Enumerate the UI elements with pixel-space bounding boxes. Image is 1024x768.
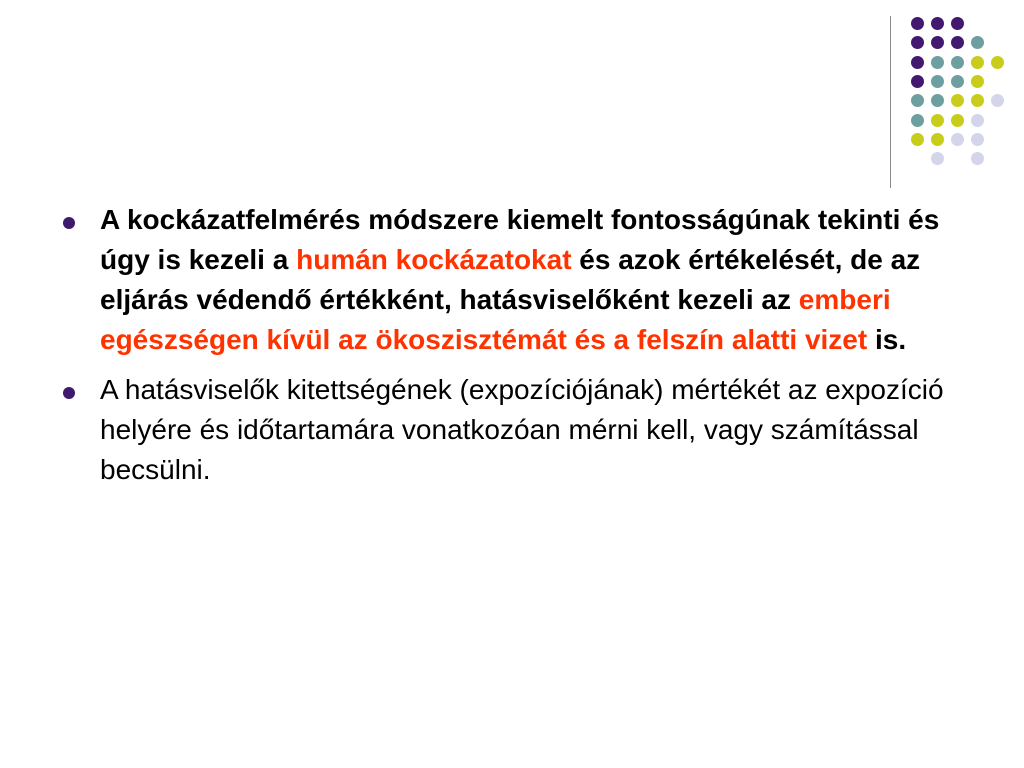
decor-dot-yellow	[951, 114, 964, 127]
bullet-item-2	[62, 370, 962, 490]
decor-dot-yellow	[951, 94, 964, 107]
decor-dot-purple	[911, 17, 924, 30]
vertical-divider	[890, 16, 891, 188]
decor-dot-purple	[951, 17, 964, 30]
decor-dot-yellow	[971, 56, 984, 69]
highlighted-text: emberi egészségen kívül az ökoszisztémát és a felszín alatti vizet	[100, 284, 891, 355]
highlighted-text: humán kockázatokat	[296, 244, 572, 275]
bullet-text-segment: is.	[867, 324, 907, 355]
decor-dot-yellow	[991, 56, 1004, 69]
decor-dot-teal	[911, 114, 924, 127]
decor-dot-teal	[951, 56, 964, 69]
bullet-icon	[63, 387, 75, 399]
decor-dot-teal	[931, 56, 944, 69]
decor-dot-yellow	[931, 114, 944, 127]
decor-dot-teal	[931, 75, 944, 88]
bullet-text-segment: és azok értékelését, de az eljárás védendő értékként, hatásviselőként kezeli az	[100, 244, 921, 315]
decor-dot-yellow	[931, 133, 944, 146]
bullet-text-segment: A kockázatfelmérés módszere kiemelt fontosságúnak tekinti és úgy is kezeli a	[100, 204, 940, 275]
decor-dot-teal	[951, 75, 964, 88]
bullet-icon	[63, 217, 75, 229]
decor-dot-lavender	[951, 133, 964, 146]
decor-dot-purple	[911, 36, 924, 49]
bullet-item-1	[62, 200, 962, 360]
decor-dot-purple	[931, 36, 944, 49]
decor-dot-teal	[971, 36, 984, 49]
decor-dot-yellow	[971, 94, 984, 107]
decor-dot-purple	[931, 17, 944, 30]
decor-dot-teal	[911, 94, 924, 107]
decor-dot-purple	[911, 75, 924, 88]
decor-dot-lavender	[991, 94, 1004, 107]
decor-dot-teal	[931, 94, 944, 107]
decor-dot-yellow	[971, 75, 984, 88]
decor-dot-yellow	[911, 133, 924, 146]
decor-dot-purple	[951, 36, 964, 49]
decor-dot-lavender	[971, 152, 984, 165]
decor-dot-purple	[911, 56, 924, 69]
bullet-text: A hatásviselők kitettségének (expozíciójának) mértékét az expozíció helyére és időtartamára vonatkozóan mérni kell, vagy számítással becsülni.	[100, 374, 944, 485]
decor-dot-lavender	[931, 152, 944, 165]
bullet-list	[62, 200, 962, 500]
decor-dot-lavender	[971, 133, 984, 146]
decor-dot-lavender	[971, 114, 984, 127]
